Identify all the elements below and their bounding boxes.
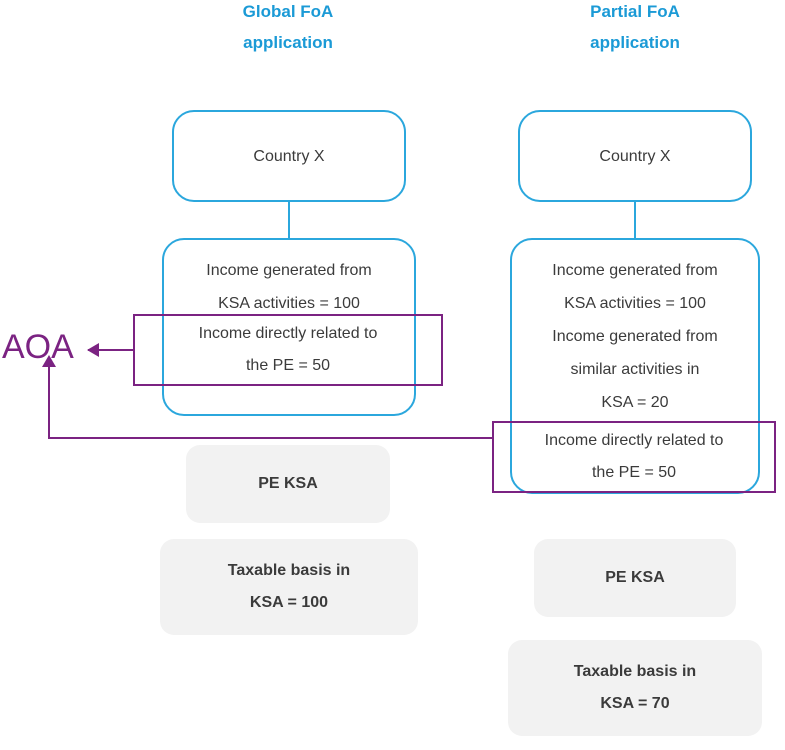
country-box-left: [172, 110, 406, 202]
column-title-global-line2: application: [243, 33, 333, 52]
country-box-left-label: Country X: [253, 147, 325, 165]
country-box-right: [518, 110, 752, 202]
aoa-connector-vertical-arrow-icon: [48, 366, 50, 439]
aoa-label: AOA: [2, 328, 74, 366]
income-right-line-5: KSA = 20: [601, 394, 669, 411]
column-title-global-line1: Global FoA: [242, 2, 334, 21]
pe-box-left: [186, 445, 390, 523]
taxable-left-line-1: Taxable basis in: [227, 562, 351, 579]
income-left-line-1: Income generated from: [206, 262, 372, 279]
taxable-left-line-2: KSA = 100: [249, 594, 329, 611]
pe-box-right: [534, 539, 736, 617]
highlight-box-left: [133, 314, 443, 386]
highlight-left-line-1: Income directly related to: [198, 325, 378, 342]
column-title-partial-line2: application: [590, 33, 680, 52]
income-right-line-3: Income generated from: [552, 328, 718, 345]
connector-right-country-to-income: [634, 202, 636, 238]
aoa-arrow-left-icon: [88, 349, 134, 351]
highlight-left-line-2: the PE = 50: [245, 357, 331, 374]
column-title-partial-line1: Partial FoA: [590, 2, 680, 21]
highlight-box-right: [492, 421, 776, 493]
country-box-right-label: Country X: [599, 147, 671, 165]
connector-left-country-to-income: [288, 202, 290, 238]
taxable-basis-box-right: [508, 640, 762, 736]
taxable-right-line-2: KSA = 70: [600, 695, 670, 712]
taxable-right-line-1: Taxable basis in: [573, 663, 697, 680]
highlight-right-line-2: the PE = 50: [591, 464, 677, 481]
aoa-connector-horizontal: [48, 437, 494, 439]
column-title-global-foa: [178, 0, 398, 58]
column-title-partial-foa: [525, 0, 745, 58]
highlight-right-line-1: Income directly related to: [544, 432, 724, 449]
taxable-basis-box-left: [160, 539, 418, 635]
pe-box-left-label: PE KSA: [258, 475, 318, 492]
income-right-line-1: Income generated from: [552, 262, 718, 279]
income-left-line-2: KSA activities = 100: [218, 295, 360, 312]
income-right-line-2: KSA activities = 100: [564, 295, 706, 312]
pe-box-right-label: PE KSA: [605, 569, 665, 586]
income-right-line-4: similar activities in: [570, 361, 700, 378]
